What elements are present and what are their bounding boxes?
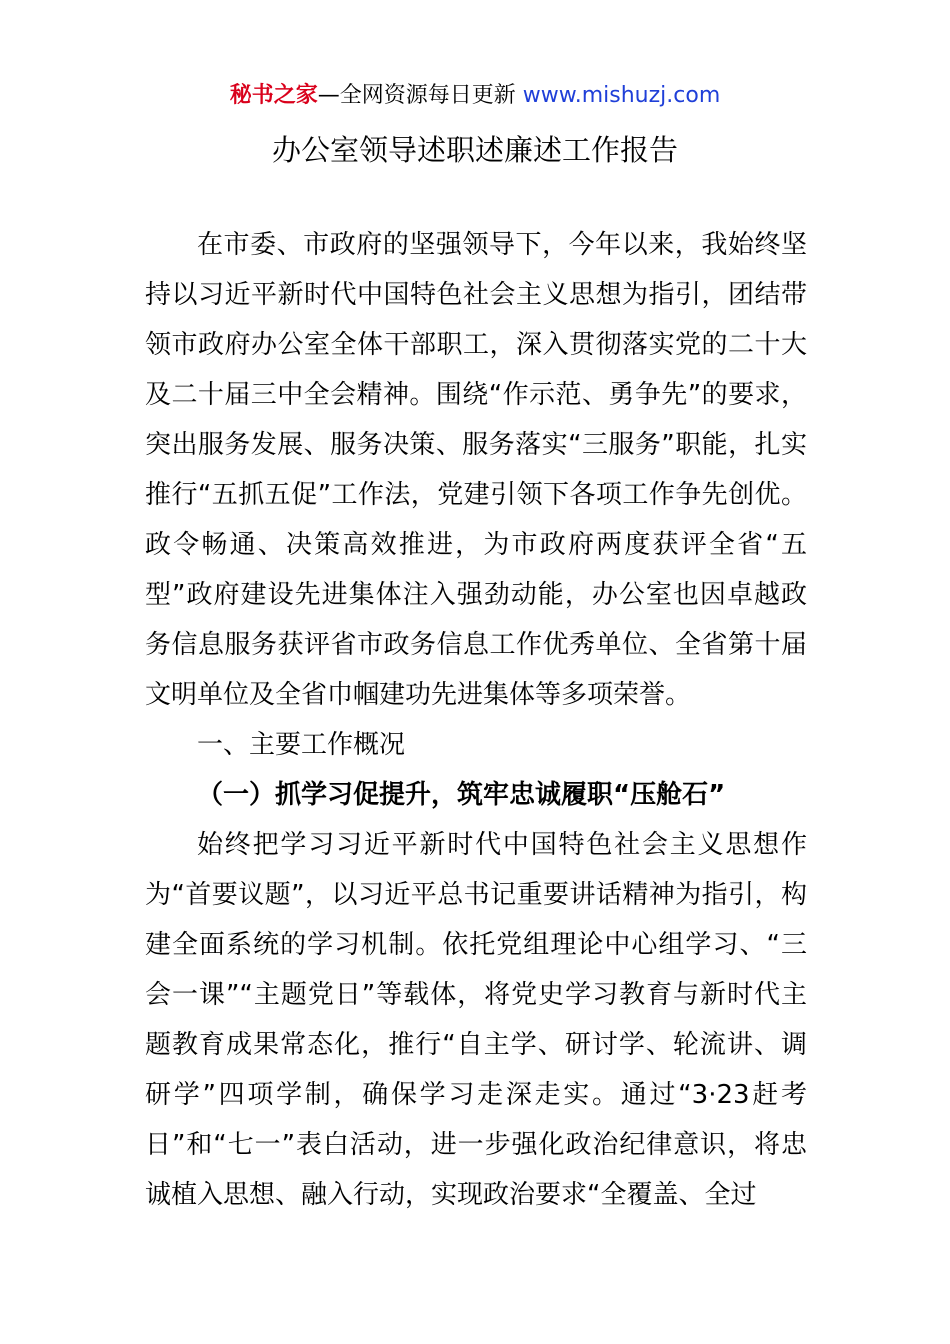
subsection-heading-1: （一）抓学习促提升，筑牢忠诚履职“压舱石”	[197, 780, 726, 810]
site-url-link[interactable]: www.mishuzj.com	[522, 83, 721, 108]
site-brand: 秘书之家	[229, 83, 318, 108]
section-heading-1: 一、主要工作概况	[197, 730, 406, 760]
body-paragraph-1: 在市委、市政府的坚强领导下，今年以来，我始终坚持以习近平新时代中国特色社会主义思想为指引，团结带领市政府办公室全体干部职工，深入贯彻落实党的二十大及二十届三中全会精神。围绕“作示范、勇争先”的要求，突出服务发展、服务决策、服务落实“三服务”职能，扎实推行“五抓五促”工作法，党建引领下各项工作争先创优。政令畅通、决策高效推进，为市政府两度获评全省“五型”政府建设先进集体注入强劲动能，办公室也因卓越政务信息服务获评省市政务信息工作优秀单位、全省第十届文明单位及全省巾帼建功先进集体等多项荣誉。	[145, 230, 807, 710]
document-body	[145, 220, 807, 1220]
site-tagline: —全网资源每日更新	[317, 83, 516, 108]
body-paragraph-2: 始终把学习习近平新时代中国特色社会主义思想作为“首要议题”，以习近平总书记重要讲话精神为指引，构建全面系统的学习机制。依托党组理论中心组学习、“三会一课”“主题党日”等载体，将党史学习教育与新时代主题教育成果常态化，推行“自主学、研讨学、轮流讲、调研学”四项学制，确保学习走深走实。通过“3·23赶考日”和“七一”表白活动，进一步强化政治纪律意识，将忠诚植入思想、融入行动，实现政治要求“全覆盖、全过	[145, 830, 807, 1210]
document-title: 办公室领导述职述廉述工作报告	[271, 133, 678, 167]
site-header	[0, 80, 950, 112]
